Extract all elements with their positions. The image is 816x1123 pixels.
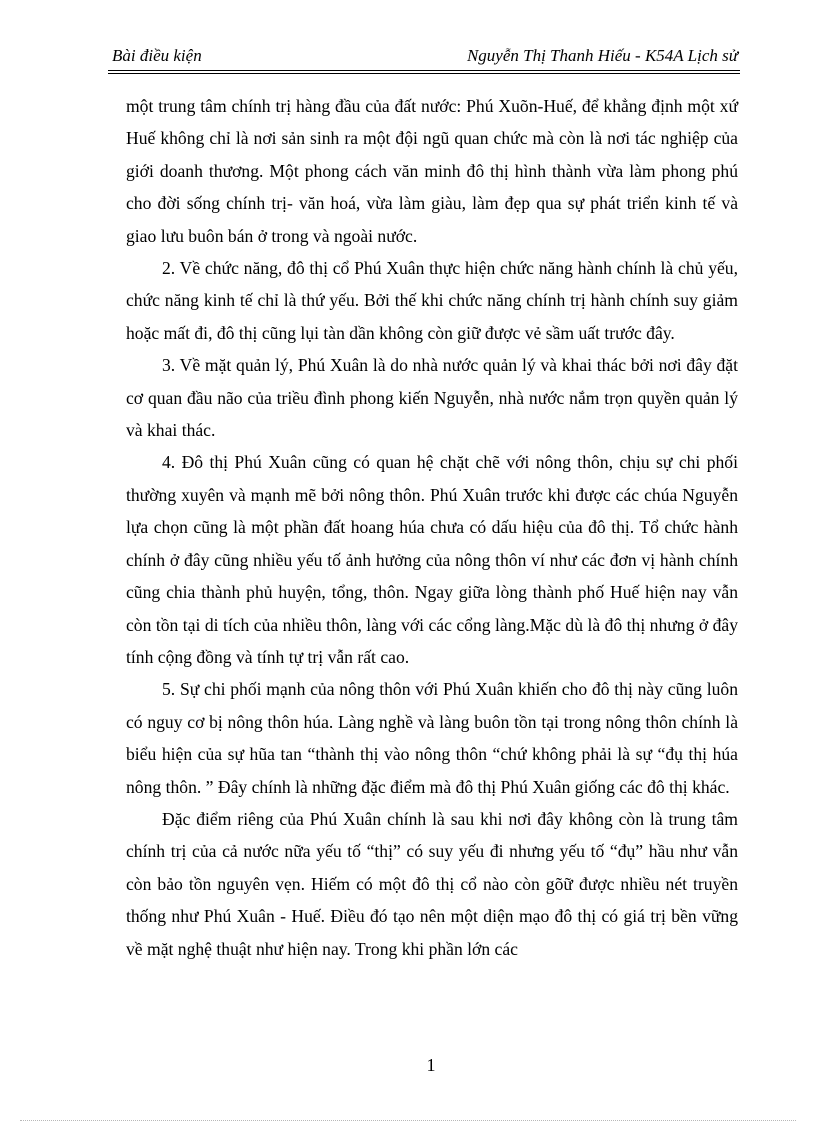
page-header [112, 42, 738, 70]
paragraph-continuation: một trung tâm chính trị hàng đầu của đất nước: Phú Xuõn-Huế, để khẳng định một xứ Huế không chỉ là nơi sản sinh ra một đội ngũ quan chức mà còn là nơi tác nghiệp của giới doanh thương. Một phong cách văn minh đô thị hình thành vừa làm phong phú cho đời sống chính trị- văn hoá, vừa làm giàu, làm đẹp qua sự phát triển kinh tế và giao lưu buôn bán ở trong và ngoài nước. [126, 96, 738, 246]
paragraph-management: 3. Về mặt quản lý, Phú Xuân là do nhà nước quản lý và khai thác bởi nơi đây đặt cơ quan đầu não của triều đình phong kiến Nguyễn, nhà nước nắm trọn quyền quản lý và khai thác. [126, 355, 738, 441]
header-document-type: Bài điều kiện [112, 46, 202, 65]
header-rule-thin [108, 73, 740, 74]
paragraph-rural-influence: 5. Sự chi phối mạnh của nông thôn với Phú Xuân khiến cho đô thị này cũng luôn có nguy cơ bị nông thôn húa. Làng nghề và làng buôn tồn tại trong nông thôn chính là biểu hiện của sự hũa tan “thành thị vào nông thôn “chứ không phải là sự “đụ thị húa nông thôn. ” Đây chính là những đặc điểm mà đô thị Phú Xuân giống các đô thị khác. [126, 679, 738, 797]
header-author: Nguyễn Thị Thanh Hiếu - K54A Lịch sử [466, 46, 738, 65]
page-bottom-border [20, 1120, 796, 1121]
header-rule [108, 70, 740, 71]
paragraph-function: 2. Về chức năng, đô thị cổ Phú Xuân thực hiện chức năng hành chính là chủ yếu, chức năng kinh tế chỉ là thứ yếu. Bởi thế khi chức năng chính trị hành chính suy giảm hoặc mất đi, đô thị cũng lụi tàn dần không còn giữ được vẻ sầm uất trước đây. [126, 258, 738, 343]
page-number: 1 [426, 1055, 436, 1075]
body-text [126, 90, 738, 965]
paragraph-rural-relation: 4. Đô thị Phú Xuân cũng có quan hệ chặt chẽ với nông thôn, chịu sự chi phối thường xuyên và mạnh mẽ bởi nông thôn. Phú Xuân trước khi được các chúa Nguyễn lựa chọn cũng là một phần đất hoang húa chưa có dấu hiệu của đô thị. Tổ chức hành chính ở đây cũng nhiều yếu tố ảnh hưởng của nông thôn ví như các đơn vị hành chính cũng chia thành phủ huyện, tổng, thôn. Ngay giữa lòng thành phố Huế hiện nay vẫn còn tồn tại di tích của nhiều thôn, làng với các cổng làng.Mặc dù là đô thị nhưng ở đây tính cộng đồng và tính tự trị vẫn rất cao. [126, 452, 738, 667]
paragraph-distinct-features: Đặc điểm riêng của Phú Xuân chính là sau khi nơi đây không còn là trung tâm chính trị của cả nước nữa yếu tố “thị” có suy yếu đi nhưng yếu tố “đụ” hầu như vẫn còn bảo tồn nguyên vẹn. Hiếm có một đô thị cổ nào còn gõữ được nhiều nét truyền thống như Phú Xuân - Huế. Điều đó tạo nên một diện mạo đô thị có giá trị bền vững về mặt nghệ thuật như hiện nay. Trong khi phần lớn các [126, 808, 738, 959]
